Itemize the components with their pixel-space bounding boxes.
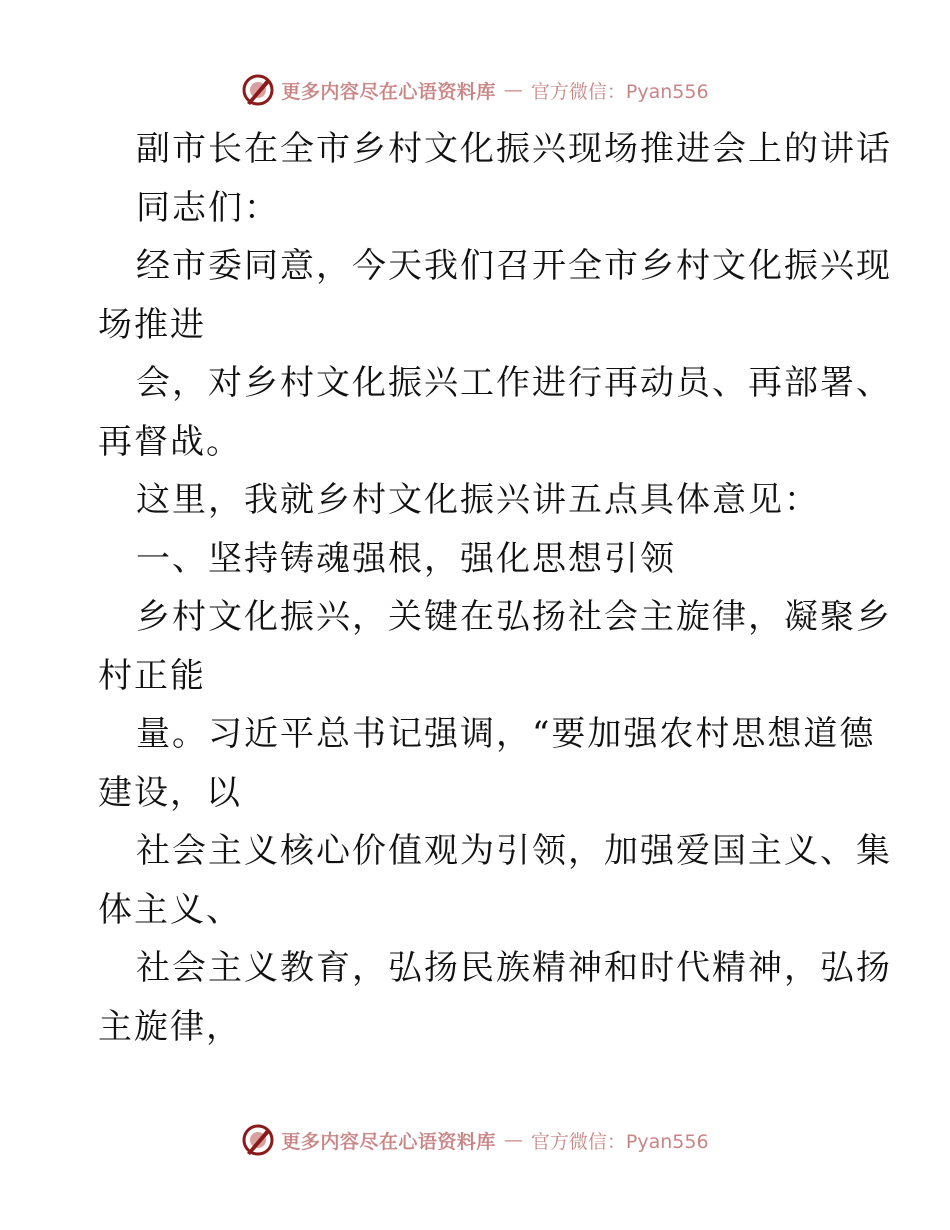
- paragraph-line: 场推进: [98, 304, 206, 345]
- document-title: 副市长在全市乡村文化振兴现场推进会上的讲话: [136, 129, 892, 169]
- quill-emblem-icon: [241, 1123, 275, 1157]
- watermark-dash: —: [503, 79, 523, 101]
- paragraph-line: 建设，以: [98, 772, 242, 813]
- paragraph-line: 量。习近平总书记强调，“要加强农村思想道德: [136, 714, 876, 754]
- watermark-dash: —: [503, 1129, 523, 1151]
- quill-emblem-icon: [241, 73, 275, 107]
- paragraph-line: 村正能: [98, 655, 206, 696]
- watermark-site-text: 更多内容尽在心语资料库: [281, 80, 496, 103]
- watermark-wechat-text: 官方微信：Pyan556: [530, 80, 709, 103]
- paragraph-line: 乡村文化振兴，关键在弘扬社会主旋律，凝聚乡: [136, 597, 892, 637]
- paragraph-line: 社会主义核心价值观为引领，加强爱国主义、集: [136, 831, 892, 871]
- footer-watermark: [0, 1120, 950, 1160]
- paragraph-line: 体主义、: [98, 889, 242, 930]
- watermark-wechat-text: 官方微信：Pyan556: [530, 1130, 709, 1153]
- paragraph-line: 主旋律，: [98, 1006, 242, 1047]
- document-body: [98, 120, 892, 1056]
- paragraph-line: 社会主义教育，弘扬民族精神和时代精神，弘扬: [136, 948, 892, 988]
- paragraph-line: 这里，我就乡村文化振兴讲五点具体意见：: [136, 480, 820, 520]
- salutation: 同志们：: [136, 187, 280, 228]
- watermark-site-text: 更多内容尽在心语资料库: [281, 1130, 496, 1153]
- section-heading: 一、坚持铸魂强根，强化思想引领: [136, 538, 676, 579]
- header-watermark: [0, 70, 950, 110]
- paragraph-line: 会，对乡村文化振兴工作进行再动员、再部署、: [136, 363, 892, 403]
- paragraph-line: 再督战。: [98, 421, 242, 462]
- paragraph-line: 经市委同意，今天我们召开全市乡村文化振兴现: [136, 246, 892, 286]
